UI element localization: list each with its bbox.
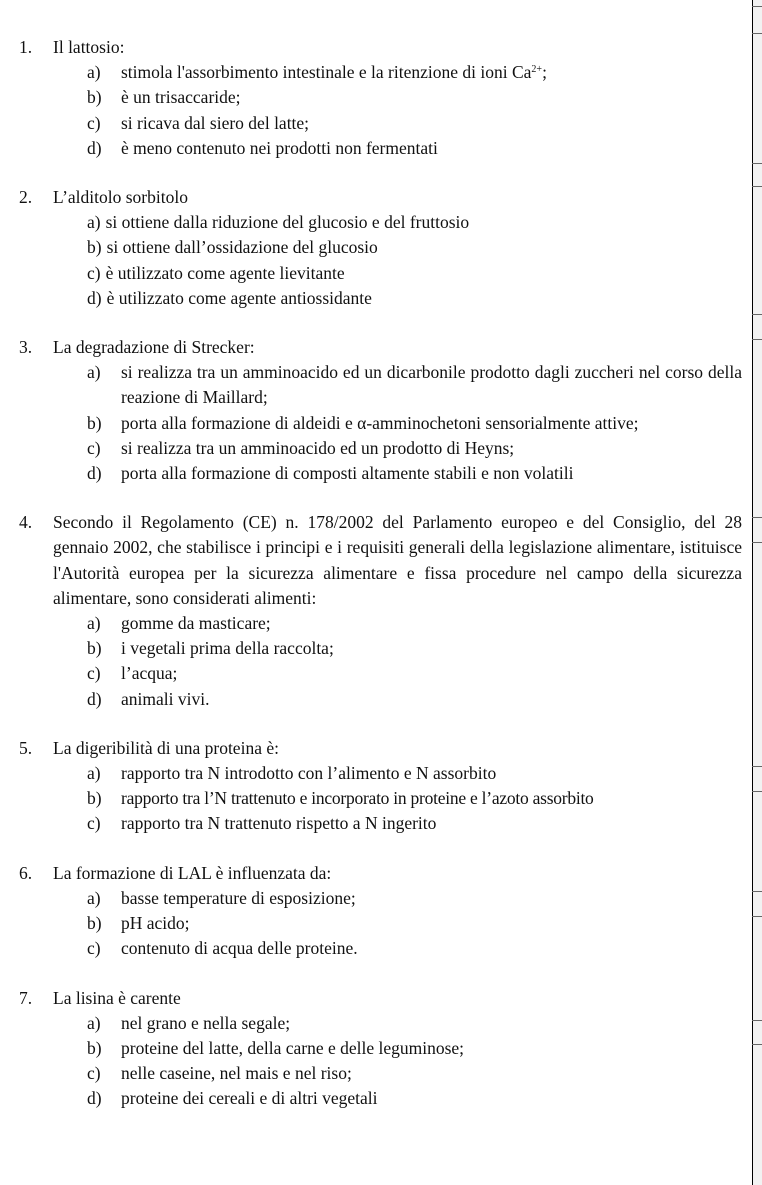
- option-b: [0, 911, 742, 936]
- option-letter: b): [87, 913, 102, 934]
- option-letter: a): [87, 763, 101, 784]
- option-d: [0, 286, 742, 311]
- option-a: [0, 611, 742, 636]
- margin-tick: [752, 891, 762, 892]
- question-number: 6.: [19, 862, 33, 883]
- margin-tick: [752, 1044, 762, 1045]
- option-letter: c): [87, 437, 101, 458]
- option-d: [0, 136, 742, 161]
- option-list: [0, 360, 742, 486]
- option-c: [0, 436, 742, 461]
- option-text: [121, 60, 742, 85]
- option-d: [0, 461, 742, 486]
- question-text: L’alditolo sorbitolo: [53, 187, 188, 208]
- option-c: [0, 1061, 742, 1086]
- margin-tick: [752, 163, 762, 164]
- margin-tick: [752, 1020, 762, 1021]
- option-text: si ottiene dalla riduzione del glucosio e del fruttosio: [105, 212, 470, 233]
- option-a: [0, 360, 742, 410]
- question-number: 7.: [19, 987, 33, 1008]
- option-letter: b): [87, 638, 102, 659]
- question-text: La digeribilità di una proteina è:: [53, 737, 279, 758]
- option-text: è un trisaccaride;: [121, 87, 241, 108]
- margin-tick: [752, 916, 762, 917]
- option-text: proteine del latte, della carne e delle leguminose;: [121, 1037, 465, 1058]
- option-text: porta alla formazione di aldeidi e α-amminochetoni sensorialmente attive;: [121, 412, 639, 433]
- option-letter: b): [87, 788, 102, 809]
- option-text: gomme da masticare;: [121, 613, 271, 634]
- page-margin-rule: [752, 0, 753, 1185]
- option-letter: d): [87, 1088, 102, 1109]
- option-text: rapporto tra N introdotto con l’alimento e N assorbito: [121, 763, 497, 784]
- option-letter: b): [87, 1037, 102, 1058]
- question-text: Il lattosio:: [53, 37, 125, 57]
- option-text: nelle caseine, nel mais e nel riso;: [121, 1063, 352, 1084]
- option-text: pH acido;: [121, 913, 190, 934]
- option-letter: d): [87, 463, 102, 484]
- question-2: [0, 185, 742, 311]
- ion-charge: 2+: [531, 64, 543, 76]
- option-letter: c): [87, 938, 101, 959]
- option-c: [0, 811, 742, 836]
- question-text: La degradazione di Strecker:: [53, 337, 255, 358]
- option-text: porta alla formazione di composti altamente stabili e non volatili: [121, 463, 574, 484]
- option-text: i vegetali prima della raccolta;: [121, 638, 334, 659]
- option-list: [0, 60, 742, 161]
- option-letter: c): [87, 262, 101, 283]
- option-d: [0, 1086, 742, 1111]
- option-letter: a): [87, 62, 101, 83]
- option-letter: a): [87, 613, 101, 634]
- option-text: contenuto di acqua delle proteine.: [121, 938, 358, 959]
- option-c: [0, 661, 742, 686]
- option-text: animali vivi.: [121, 688, 210, 709]
- margin-tick: [752, 339, 762, 340]
- option-letter: c): [87, 1063, 101, 1084]
- margin-tick: [752, 791, 762, 792]
- option-list: [0, 886, 742, 962]
- option-c: [0, 936, 742, 961]
- option-text: basse temperature di esposizione;: [121, 887, 356, 908]
- option-text: è meno contenuto nei prodotti non fermentati: [121, 137, 438, 158]
- option-letter: a): [87, 362, 101, 383]
- option-text-main: stimola l'assorbimento intestinale e la ritenzione di ioni Ca: [121, 62, 532, 83]
- option-list: [0, 1011, 742, 1112]
- option-text: l’acqua;: [121, 663, 178, 684]
- margin-tick: [752, 6, 762, 7]
- option-a: [0, 60, 742, 85]
- option-text: rapporto tra N trattenuto rispetto a N ingerito: [121, 813, 437, 834]
- option-a: [0, 886, 742, 911]
- option-list: [0, 611, 742, 712]
- margin-tick: [752, 542, 762, 543]
- option-list: [0, 210, 742, 311]
- option-letter: b): [87, 87, 102, 108]
- option-letter: a): [87, 1012, 101, 1033]
- option-letter: d): [87, 688, 102, 709]
- margin-tick: [752, 186, 762, 187]
- option-b: [0, 85, 742, 110]
- option-list: [0, 761, 742, 837]
- margin-tick: [752, 517, 762, 518]
- option-a: [0, 1011, 742, 1036]
- option-letter: a): [87, 887, 101, 908]
- option-b: [0, 235, 742, 260]
- question-number: 2.: [19, 187, 33, 208]
- option-text: si realizza tra un amminoacido ed un prodotto di Heyns;: [121, 437, 515, 458]
- question-number: 3.: [19, 337, 33, 358]
- option-text: nel grano e nella segale;: [121, 1012, 291, 1033]
- option-text: si ricava dal siero del latte;: [121, 112, 310, 133]
- option-c: [0, 111, 742, 136]
- margin-tick: [752, 314, 762, 315]
- option-letter: c): [87, 813, 101, 834]
- question-number: 5.: [19, 737, 33, 758]
- option-letter: b): [87, 237, 102, 258]
- question-number: 4.: [19, 512, 33, 533]
- option-b: [0, 411, 742, 436]
- page-margin-strip: [753, 0, 762, 1185]
- option-d: [0, 687, 742, 712]
- option-letter: c): [87, 663, 101, 684]
- option-letter: a): [87, 212, 101, 233]
- question-6: [0, 861, 742, 962]
- option-c: [0, 261, 742, 286]
- option-b: [0, 1036, 742, 1061]
- option-a: [0, 761, 742, 786]
- option-b: [0, 636, 742, 661]
- question-text: Secondo il Regolamento (CE) n. 178/2002 del Parlamento europeo e del Consiglio, del 28 gennaio 2002, che stabilisce i principi e i requisiti generali della legislazione alimentare, istituisce l'Autorità europea per la sicurezza alimentare e fissa procedure nel campo della sicurezza alimentare, sono considerati alimenti:: [53, 512, 742, 608]
- option-letter: d): [87, 137, 102, 158]
- option-text: si ottiene dall’ossidazione del glucosio: [106, 237, 378, 258]
- question-7: [0, 986, 742, 1112]
- question-text: La formazione di LAL è influenzata da:: [53, 862, 332, 883]
- option-text-end: ;: [542, 62, 547, 83]
- question-text: La lisina è carente: [53, 987, 181, 1008]
- option-text: proteine dei cereali e di altri vegetali: [121, 1088, 378, 1109]
- option-text: si realizza tra un amminoacido ed un dicarbonile prodotto dagli zuccheri nel corso della reazione di Maillard;: [121, 362, 742, 408]
- question-5: [0, 736, 742, 837]
- question-number: 1.: [19, 37, 33, 57]
- option-text: è utilizzato come agente lievitante: [105, 262, 345, 283]
- option-text: rapporto tra l’N trattenuto e incorporato in proteine e l’azoto assorbito: [121, 788, 594, 809]
- option-text: è utilizzato come agente antiossidante: [106, 287, 372, 308]
- option-b: [0, 786, 742, 811]
- question-4: [0, 510, 742, 712]
- option-letter: c): [87, 112, 101, 133]
- question-1: [0, 35, 742, 161]
- margin-tick: [752, 766, 762, 767]
- question-3: [0, 335, 742, 486]
- quiz-document: [0, 35, 742, 1136]
- option-letter: d): [87, 287, 102, 308]
- option-a: [0, 210, 742, 235]
- option-letter: b): [87, 412, 102, 433]
- margin-tick: [752, 33, 762, 34]
